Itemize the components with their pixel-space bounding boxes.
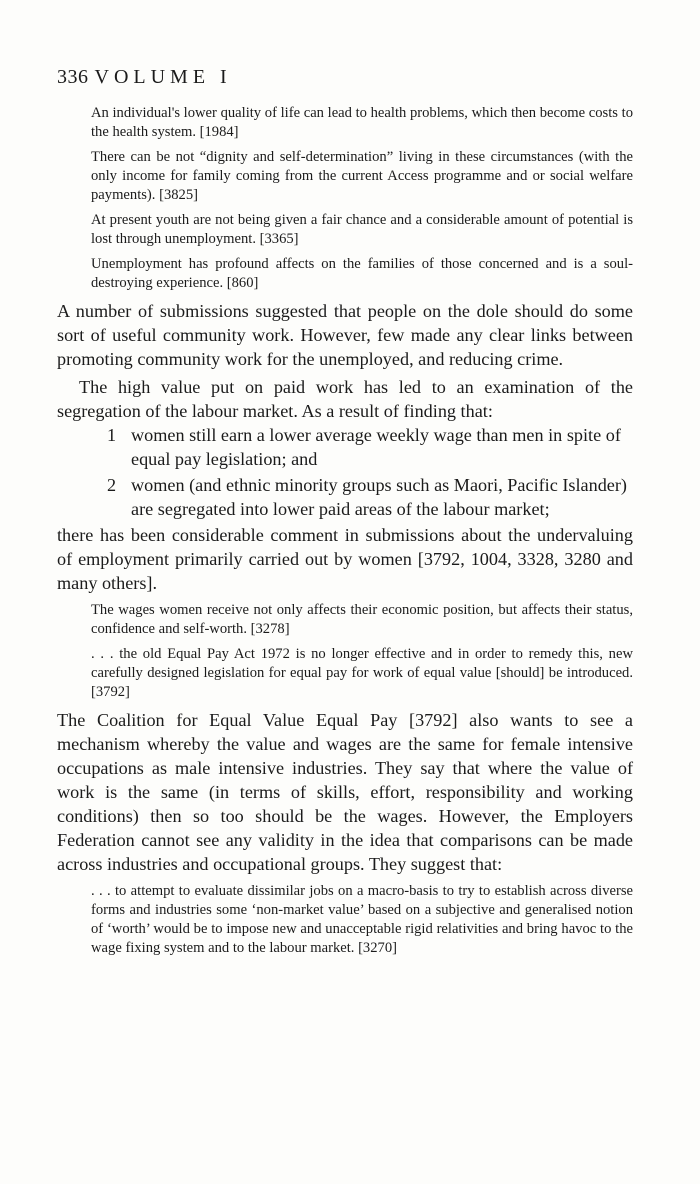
paragraph-undervaluing: there has been considerable comment in submissions about the undervaluing of employment primarily carried out by women [3792, 1004, 3328, 3280 and many others]. (57, 525, 633, 593)
quote-employers-federation: . . . to attempt to evaluate dissimilar jobs on a macro-basis to try to establish across diverse forms and industries some ‘non-market value’ based on a subjective and generalised notion of ‘worth’ would be to impose new and unacceptable rigid relativities and bring havoc to the wage fixing system and to the labour market. [3270] (91, 883, 633, 956)
paragraph-labour-segregation: The high value put on paid work has led to an examination of the segregation of the labour market. As a result of finding that: (57, 377, 633, 421)
quote-dignity: There can be not “dignity and self-determination” living in these circumstances (with the only income for family coming from the current Access programme and or social welfare payments). [3825] (91, 149, 633, 203)
page-body (57, 104, 633, 964)
quote-health-costs: An individual's lower quality of life can lead to health problems, which then become costs to the health system. [1984] (91, 105, 633, 140)
list-text: women still earn a lower average weekly wage than men in spite of equal pay legislation; and (131, 425, 621, 469)
volume-label: VOLUME I (94, 66, 232, 88)
list-text: women (and ethnic minority groups such as Maori, Pacific Islander) are segregated into lower paid areas of the labour market; (131, 475, 627, 519)
list-number: 2 (107, 475, 117, 495)
page-number: 336 (57, 66, 89, 88)
list-number: 1 (107, 425, 117, 445)
paragraph-community-work: A number of submissions suggested that people on the dole should do some sort of useful community work. However, few made any clear links between promoting community work for the unemployed, and reducing crime. (57, 301, 633, 369)
running-header (57, 66, 232, 89)
quote-equal-pay-act: . . . the old Equal Pay Act 1972 is no longer effective and in order to remedy this, new carefully designed legislation for equal pay for work of equal value [should] be introduced. [3792] (91, 646, 633, 700)
quote-families: Unemployment has profound affects on the families of those concerned and is a soul-destroying experience. [860] (91, 256, 633, 291)
quote-youth: At present youth are not being given a fair chance and a considerable amount of potential is lost through unemployment. [3365] (91, 212, 633, 247)
list-item (107, 473, 633, 521)
quote-wages-status: The wages women receive not only affects their economic position, but affects their status, confidence and self-worth. [3278] (91, 602, 633, 637)
findings-list (107, 423, 633, 521)
list-item (107, 423, 633, 471)
paragraph-coalition: The Coalition for Equal Value Equal Pay [3792] also wants to see a mechanism whereby the value and wages are the same for female intensive occupations as male intensive industries. They say that where the value of work is the same (in terms of skills, effort, responsibility and working conditions) then so too should be the wages. However, the Employers Federation cannot see any validity in the idea that comparisons can be made across industries and occupational groups. They suggest that: (57, 710, 633, 874)
